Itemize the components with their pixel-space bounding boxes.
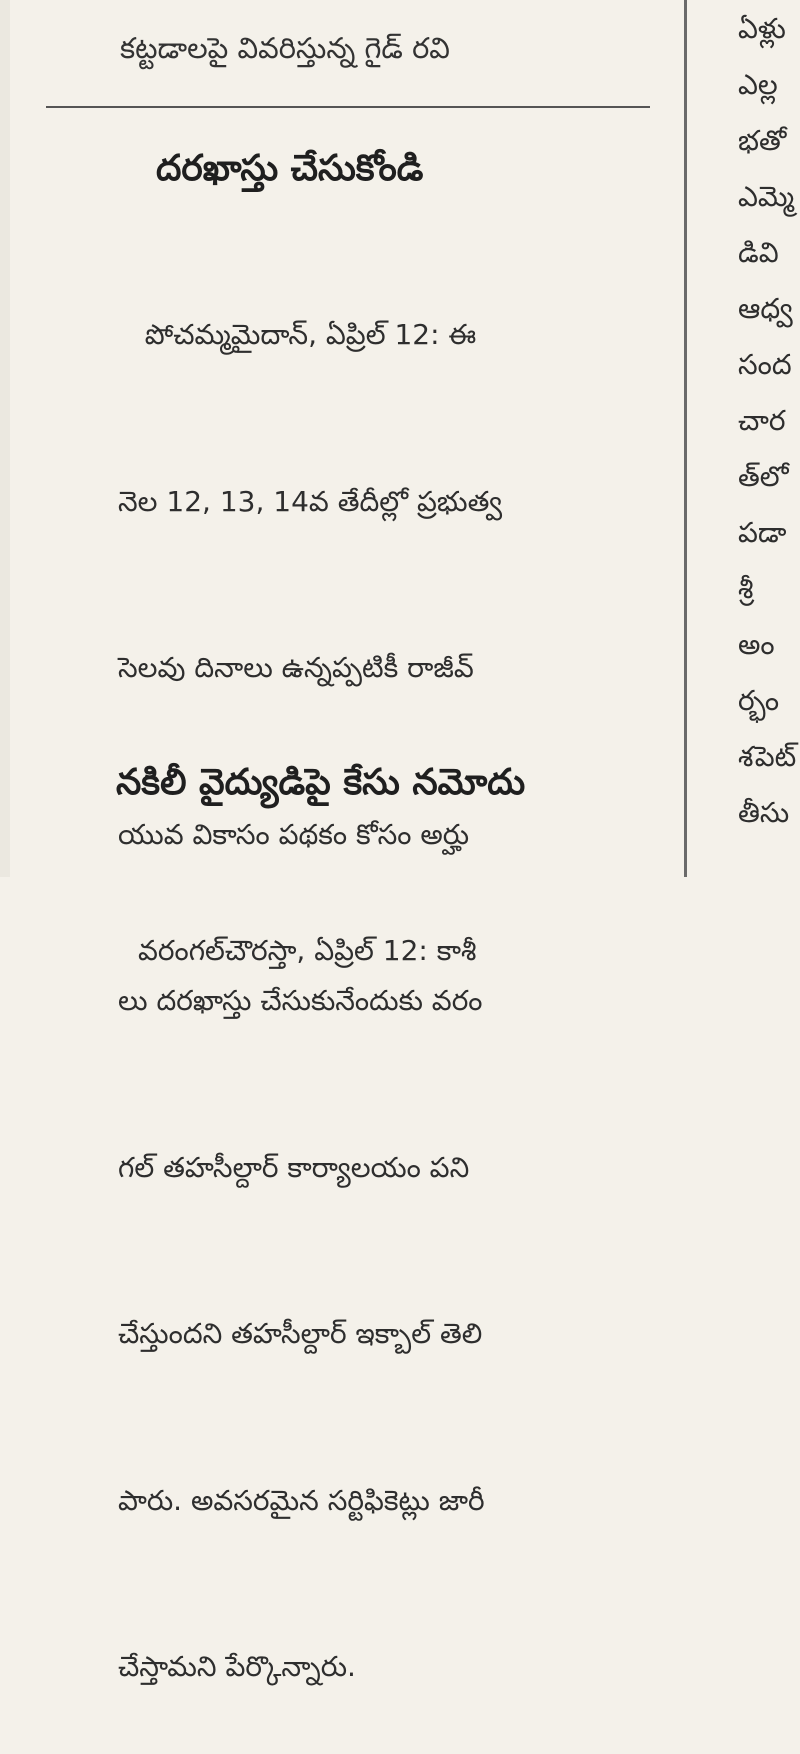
article-body-fake-doctor	[138, 812, 476, 1090]
photo-caption: కట్టడాలపై వివరిస్తున్న గైడ్ రవి	[120, 31, 450, 65]
cropped-text-fragment: ర్భం	[738, 684, 780, 717]
cropped-text-fragment: ఎల్ల	[738, 68, 778, 101]
article-line: గల్ తహసీల్దార్ కార్యాలయం పని	[118, 1150, 470, 1184]
article-line: చేస్తుందని తహసీల్దార్ ఇక్బాల్ తెలి	[118, 1317, 483, 1350]
article-line: యువ వికాసం పథకం కోసం అర్హు	[118, 817, 470, 851]
cropped-text-fragment: త్‌లో	[738, 460, 789, 493]
article-line: సెలవు దినాలు ఉన్నప్పటికీ రాజీవ్	[118, 651, 474, 684]
cropped-text-fragment: పడా	[738, 516, 787, 549]
cropped-text-fragment: చార	[738, 404, 786, 437]
cropped-text-fragment: ఆధ్వ	[738, 292, 793, 325]
cropped-text-fragment: ఏళ్లు	[738, 12, 786, 45]
cropped-text-fragment: డివి	[738, 236, 779, 269]
article-line: లు దరఖాస్తు చేసుకునేందుకు వరం	[118, 984, 483, 1017]
column-separator	[684, 0, 687, 877]
cropped-text-fragment: అం	[738, 628, 775, 661]
cropped-text-fragment: శ్రీ	[738, 572, 754, 605]
article-line: వరంగల్‌చౌరస్తా, ఏప్రిల్ 12: కాశీ	[138, 934, 477, 967]
article-line: పోచమ్మమైదాన్, ఏప్రిల్ 12: ఈ	[118, 318, 477, 351]
right-column-cropped	[690, 0, 800, 877]
section-divider	[46, 106, 650, 108]
cropped-text-fragment: ఎమ్మె	[738, 180, 795, 213]
cropped-text-fragment: సంద	[738, 348, 792, 381]
article-line: పారు. అవసరమైన సర్టిఫికెట్లు జారీ	[118, 1483, 485, 1517]
article-line: చేస్తామని పేర్కొన్నారు.	[118, 1650, 356, 1683]
cropped-text-fragment: భతో	[738, 124, 787, 157]
article-line: నెల 12, 13, 14వ తేదీల్లో ప్రభుత్వ	[118, 484, 503, 518]
article-headline-fake-doctor: నకిలీ వైద్యుడిపై కేసు నమోదు	[116, 762, 526, 803]
article-headline-apply: దరఖాస్తు చేసుకోండి	[156, 148, 424, 189]
cropped-text-fragment: తీసు	[738, 796, 790, 829]
cropped-text-fragment: శపెట్	[738, 740, 797, 773]
left-margin	[0, 0, 10, 877]
